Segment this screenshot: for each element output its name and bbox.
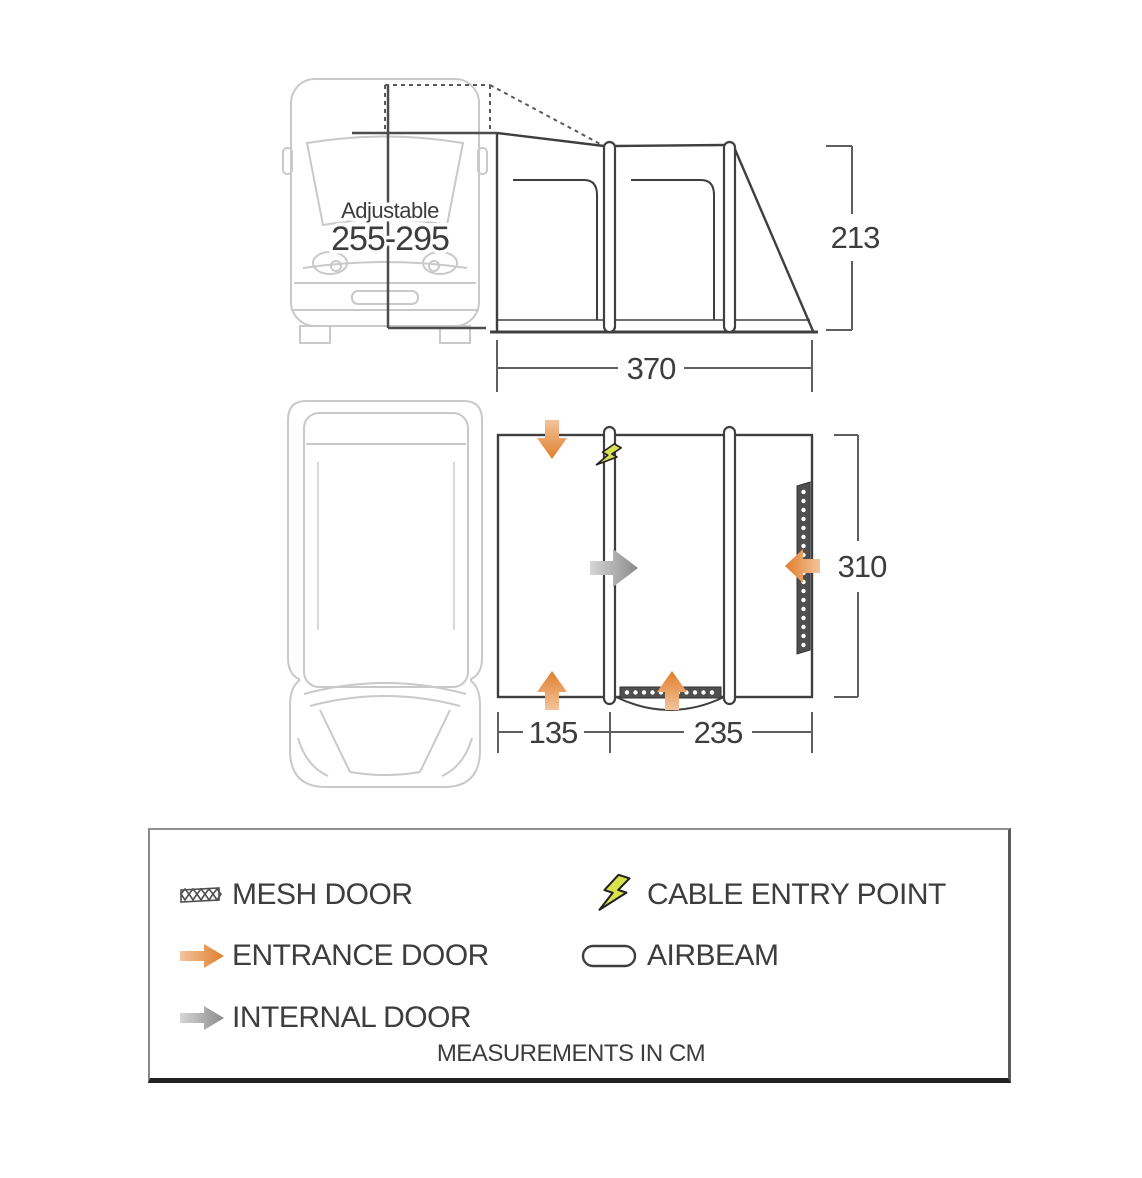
adjustable-range-value: 255-295 bbox=[331, 220, 449, 258]
adjustable-label: Adjustable bbox=[341, 198, 439, 223]
van-grille bbox=[352, 291, 418, 304]
awning-door-panel-2 bbox=[631, 180, 714, 320]
measurements-note: MEASUREMENTS IN CM bbox=[436, 1040, 706, 1067]
entrance-door-icon bbox=[178, 942, 232, 970]
dimension-135-label: 135 bbox=[528, 715, 578, 750]
dimension-235-label: 235 bbox=[693, 715, 743, 750]
legend-item-internal-door bbox=[178, 995, 471, 1041]
airbeam-icon bbox=[580, 943, 647, 969]
legend-item-mesh-door bbox=[178, 872, 413, 918]
dimension-370-label: 370 bbox=[626, 351, 676, 386]
airbeam-side-2 bbox=[724, 142, 735, 332]
awning-door-panel-1 bbox=[513, 180, 597, 320]
dimension-213-label: 213 bbox=[830, 220, 880, 255]
legend-label-internal-door: INTERNAL DOOR bbox=[232, 1001, 472, 1034]
legend-label-mesh-door: MESH DOOR bbox=[232, 878, 413, 911]
legend-label-cable-entry: CABLE ENTRY POINT bbox=[647, 878, 946, 911]
legend-item-airbeam bbox=[580, 933, 779, 979]
legend-label-airbeam: AIRBEAM bbox=[647, 939, 779, 972]
legend-item-entrance-door bbox=[178, 933, 489, 979]
cable-entry-point-icon bbox=[596, 872, 647, 918]
van-windshield-top bbox=[304, 683, 466, 694]
legend-item-cable-entry bbox=[596, 872, 946, 918]
dimension-310-label: 310 bbox=[837, 549, 887, 584]
mesh-door-icon bbox=[178, 885, 232, 905]
internal-door-icon bbox=[178, 1004, 232, 1032]
airbeam-side-1 bbox=[604, 142, 615, 332]
airbeam-plan-2 bbox=[724, 427, 735, 704]
legend-label-entrance-door: ENTRANCE DOOR bbox=[232, 939, 489, 972]
van-top-view bbox=[288, 401, 482, 787]
awning-side-view bbox=[490, 133, 818, 332]
awning-plan-view bbox=[498, 420, 820, 710]
van-wheel-left bbox=[300, 326, 330, 343]
